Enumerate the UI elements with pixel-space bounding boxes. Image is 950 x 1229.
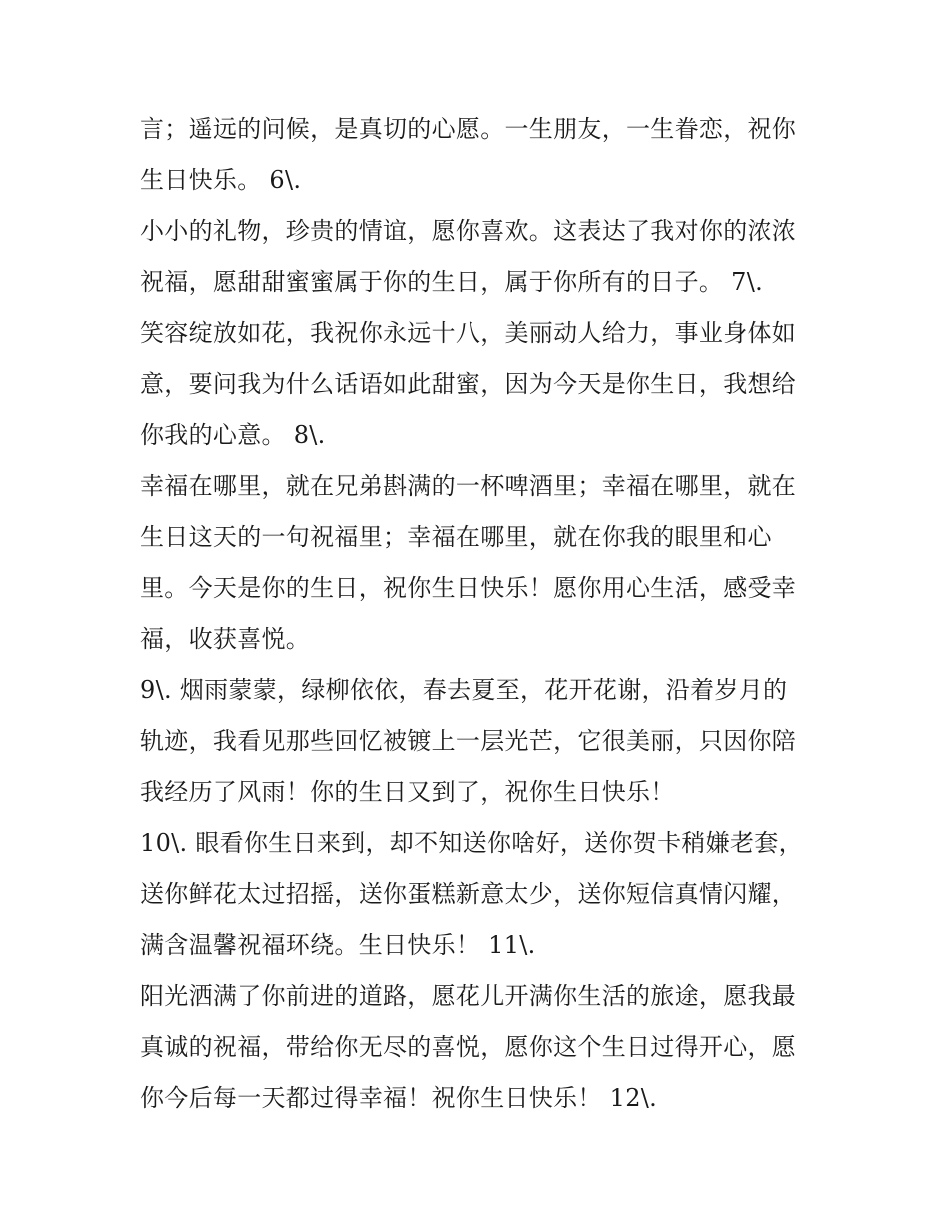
text-line: 我经历了风雨！你的生日又到了，祝你生日快乐！ [140, 778, 675, 806]
text-line: 送你鲜花太过招摇，送你蛋糕新意太少，送你短信真情闪耀， [140, 880, 797, 908]
text-line: 福，收获喜悦。 [140, 625, 311, 653]
text-line: 里。今天是你的生日，祝你生日快乐！愿你用心生活，感受幸 [140, 574, 797, 602]
text-line: 生日这天的一句祝福里；幸福在哪里，就在你我的眼里和心 [140, 523, 772, 551]
text-line: 言；遥远的问候，是真切的心愿。一生朋友，一生眷恋，祝你 [140, 115, 797, 143]
text-line: 意，要问我为什么话语如此甜蜜，因为今天是你生日，我想给 [140, 370, 797, 398]
text-line: 满含温馨祝福环绕。生日快乐！ 11\. [140, 931, 536, 959]
text-line: 幸福在哪里，就在兄弟斟满的一杯啤酒里；幸福在哪里，就在 [140, 472, 797, 500]
text-line: 真诚的祝福，带给你无尽的喜悦，愿你这个生日过得开心，愿 [140, 1033, 797, 1061]
text-line: 笑容绽放如花，我祝你永远十八，美丽动人给力，事业身体如 [140, 319, 797, 347]
text-line: 祝福，愿甜甜蜜蜜属于你的生日，属于你所有的日子。 7\. [140, 268, 764, 296]
text-line: 你我的心意。 8\. [140, 421, 326, 449]
text-line: 轨迹，我看见那些回忆被镀上一层光芒，它很美丽，只因你陪 [140, 727, 797, 755]
text-line: 生日快乐。 6\. [140, 166, 302, 194]
body-text [140, 104, 820, 1124]
text-line: 9\. 烟雨蒙蒙，绿柳依依，春去夏至，花开花谢，沿着岁月的 [140, 676, 788, 704]
text-line: 你今后每一天都过得幸福！祝你生日快乐！ 12\. [140, 1084, 658, 1112]
text-line: 小小的礼物，珍贵的情谊，愿你喜欢。这表达了我对你的浓浓 [140, 217, 797, 245]
text-line: 10\. 眼看你生日来到，却不知送你啥好，送你贺卡稍嫌老套， [140, 829, 803, 857]
text-line: 阳光洒满了你前进的道路，愿花儿开满你生活的旅途，愿我最 [140, 982, 797, 1010]
